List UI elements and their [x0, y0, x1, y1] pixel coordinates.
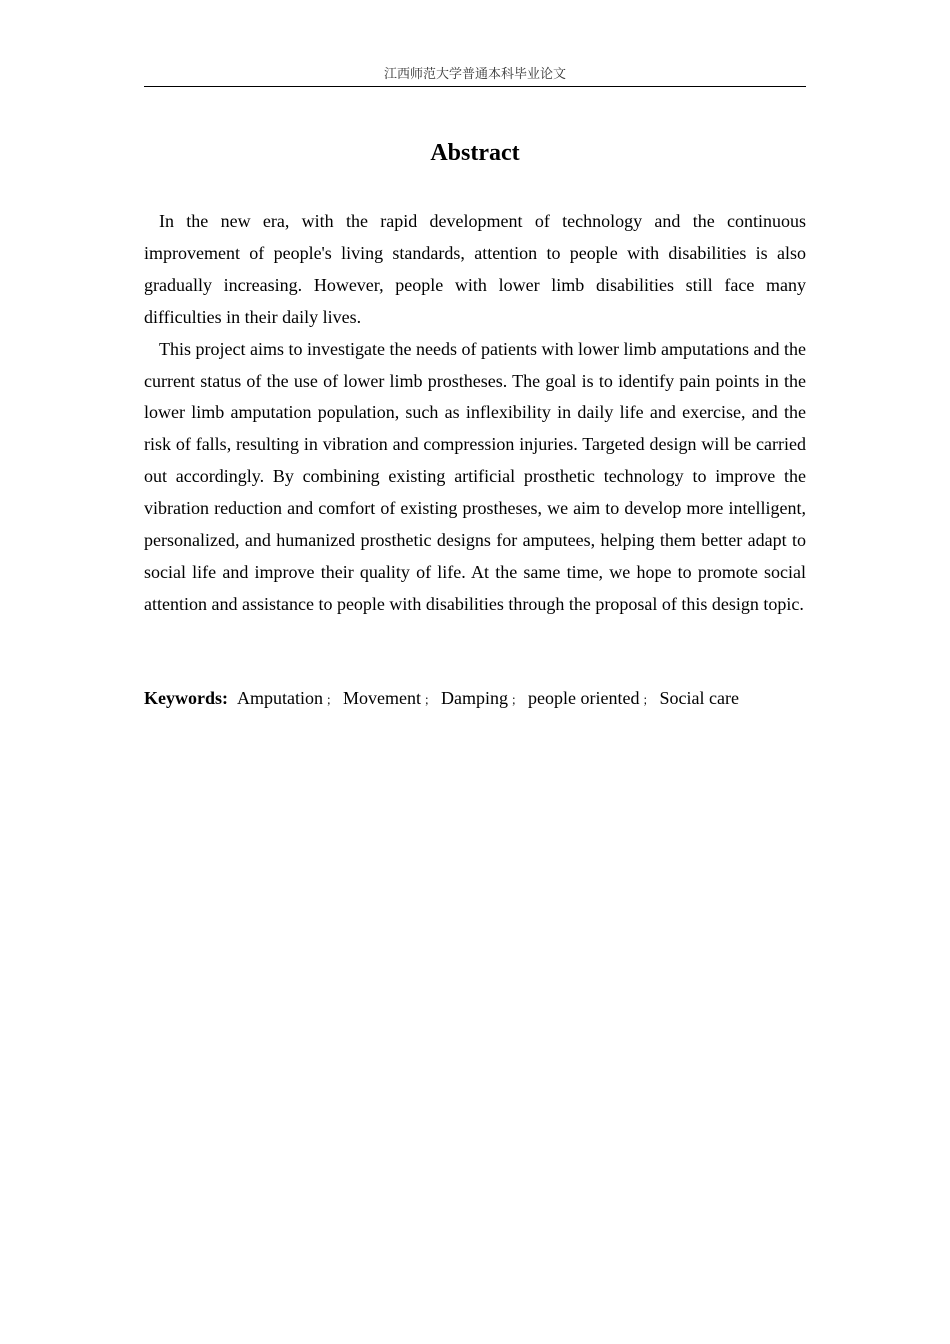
abstract-paragraph: This project aims to investigate the needs of patients with lower limb amputations and the current status of the use of lower limb prostheses. The goal is to identify pain points in the lower limb amputation population, such as inflexibility in daily life and exercise, and the risk of falls, resulting in vibration and compression injuries. Targeted design will be carried out accordingly. By combining existing artificial prosthetic technology to improve the vibration reduction and comfort of existing prostheses, we aim to develop more intelligent, personalized, and humanized prosthetic designs for amputees, helping them better adapt to social life and improve their quality of life. At the same time, we hope to promote social attention and assistance to people with disabilities through the proposal of this design topic.: [144, 338, 806, 614]
keyword-item: Social care: [659, 688, 739, 708]
abstract-paragraph: In the new era, with the rapid development of technology and the continuous improvement of people's living standards, attention to people with disabilities is also gradually increasing. However, people with lower limb disabilities still face many difficulties in their daily lives.: [144, 211, 806, 327]
running-header: [144, 66, 806, 87]
keyword-item: Damping: [441, 688, 509, 708]
keyword-separator: ；: [424, 693, 437, 707]
running-header-title: 江西师范大学普通本科毕业论文: [383, 67, 566, 82]
keyword-item: Movement: [343, 688, 422, 708]
keyword-separator: ；: [642, 693, 655, 707]
keywords-label: Keywords:: [144, 688, 228, 708]
keyword-item: Amputation: [237, 688, 323, 708]
keywords-line: [144, 683, 806, 715]
keyword-separator: ；: [511, 693, 524, 707]
keyword-separator: ；: [326, 693, 339, 707]
abstract-title: Abstract: [430, 140, 520, 166]
abstract-body: [144, 206, 806, 621]
keyword-item: people oriented: [528, 688, 640, 708]
